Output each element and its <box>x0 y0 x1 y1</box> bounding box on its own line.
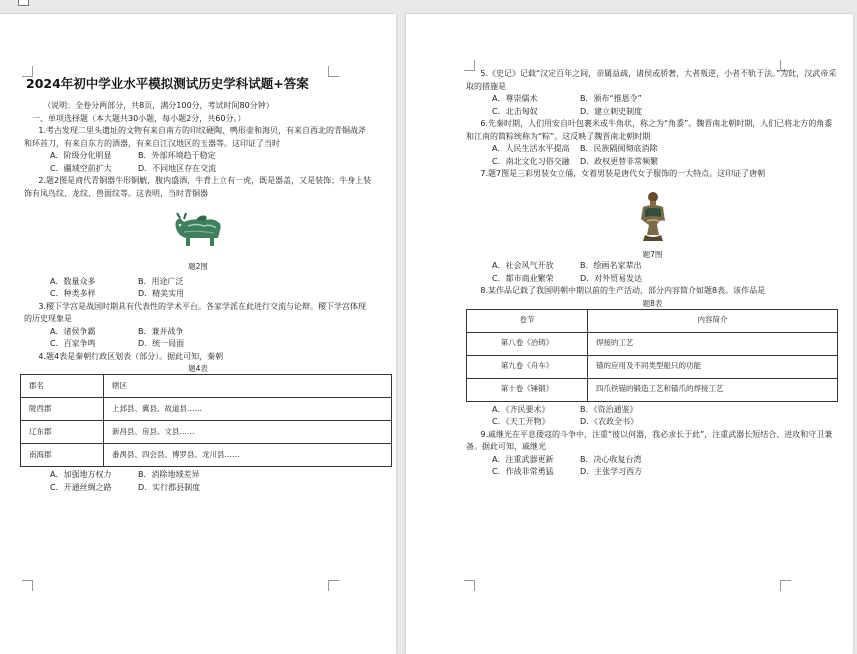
table-header-row <box>21 375 392 398</box>
option-b: B．消除地域差异 <box>138 470 200 479</box>
table-header-cell: 郡名 <box>21 375 104 398</box>
option-d: D．政权更替非常频繁 <box>580 156 659 166</box>
option-a: A．尊崇儒术 <box>492 94 538 103</box>
bronze-ox-icon <box>170 210 226 254</box>
top-checkbox[interactable] <box>18 0 29 6</box>
option-b: B．用途广泛 <box>138 276 184 286</box>
crop-mark <box>780 580 791 591</box>
option-c: C．开通丝绸之路 <box>50 482 112 492</box>
question-5-options <box>466 93 839 118</box>
table-row <box>467 378 838 401</box>
option-b: B．民族隔阂彻底消除 <box>580 144 658 153</box>
exam-instructions: （说明：全卷分两部分，共8页，满分100分，考试时间80分钟） <box>43 101 274 110</box>
option-c: C．百家争鸣 <box>50 339 96 348</box>
table-cell: 南海郡 <box>21 444 104 467</box>
table-8 <box>466 309 838 402</box>
table-row <box>21 444 392 467</box>
question-3-stem: 3.稷下学宫是战国时期具有代表性的学术平台。各家学派在此进行交流与论辩。稷下学宫体现的历史现象是 <box>24 301 367 323</box>
question-8-options <box>466 404 839 429</box>
table-cell: 四爪铁锚的锻造工艺和锚爪的焊接工艺 <box>588 378 838 401</box>
table-row <box>21 398 392 421</box>
crop-mark <box>328 580 339 591</box>
option-a: A．加强地方权力 <box>50 470 112 479</box>
option-a: A．《齐民要术》 <box>492 404 550 414</box>
option-c: C．作战非常勇猛 <box>492 467 554 476</box>
question-2-options <box>24 276 372 301</box>
question-1-stem: 1.考古发现二里头遗址的文物有来自南方的印纹硬陶、鸭形壶和海贝，有来自西北的青铜战斧和环首刀，有来自东方的酒器，有来自江汉地区的玉器等。这印证了当时 <box>24 126 367 148</box>
bronze-ox-vessel-image <box>24 210 372 259</box>
question-6-options <box>466 143 839 168</box>
option-d: D．不同地区存在交流 <box>138 163 217 173</box>
option-b: B．决心收复台湾 <box>580 454 642 464</box>
table-row <box>467 355 838 378</box>
question-6-stem: 6.先秦时期，人们用安自叶包裹米或牛角状，称之为“角黍”。魏晋南北朝时期，人们已将北方的角黍和江南的简粽统称为“粽”。这反映了魏晋南北朝时期 <box>466 119 833 141</box>
table-header-cell: 辖区 <box>104 375 392 398</box>
option-a: A．社会风气开放 <box>492 261 554 270</box>
table-4-caption: 题4表 <box>188 364 208 373</box>
option-b: B．颁布“推恩令” <box>580 94 642 103</box>
option-b: B．绘画名家辈出 <box>580 261 642 270</box>
option-a: A．诸侯争霸 <box>50 326 96 336</box>
figure-7-caption: 题7图 <box>642 250 663 259</box>
table-4 <box>20 374 392 467</box>
crop-mark <box>464 580 475 591</box>
figurine-icon <box>633 191 673 243</box>
option-d: D．实行郡县制度 <box>138 482 201 492</box>
option-d: D．精美实用 <box>138 289 185 298</box>
table-cell: 第八卷《冶铸》 <box>467 332 588 355</box>
question-7-options <box>466 260 839 285</box>
table-cell: 辽东郡 <box>21 421 104 444</box>
question-9-options <box>466 454 839 479</box>
question-2-stem: 2.题2图是商代青铜器牛形铜觥，腹内盛酒，牛背上立有一虎，既是器盖，又是装饰；牛身上装饰有凤鸟纹、龙纹、兽面纹等。这表明，当时青铜器 <box>24 176 372 198</box>
question-4-options <box>24 469 372 494</box>
document-page-1 <box>0 14 396 654</box>
table-header-cell: 内容简介 <box>588 309 838 332</box>
question-5-stem: 5.《史记》记载“汉定百年之间，亲属益疏，诸侯或骄奢，大者叛逆，小者不轨于法。”为此，汉武帝采取的措施是 <box>466 69 837 91</box>
question-3-options <box>24 326 372 351</box>
option-c: C．南北文化习俗交融 <box>492 156 570 166</box>
question-4-stem: 4.题4表是秦朝行政区划表（部分）。据此可知，秦朝 <box>38 351 224 361</box>
table-cell: 第十卷《锤锻》 <box>467 378 588 401</box>
option-c: C．疆域空前扩大 <box>50 163 112 173</box>
table-cell: 上邽县、冀县、故道县…… <box>104 398 392 421</box>
option-c: C．都市商业繁荣 <box>492 273 554 283</box>
table-header-cell: 卷节 <box>467 309 588 332</box>
question-7-stem: 7.题7图是三彩男装女立俑，女着男装是唐代女子服饰的一大特点。这印证了唐朝 <box>480 169 766 178</box>
option-d: D．对外贸易发达 <box>580 273 643 283</box>
table-header-row <box>467 309 838 332</box>
option-a: A．数量众多 <box>50 276 96 286</box>
option-d: D．《农政全书》 <box>580 417 639 426</box>
document-title: 2024年初中学业水平模拟测试历史学科试题+答案 <box>26 76 309 91</box>
crop-mark <box>22 580 33 591</box>
option-a: A．注重武器更新 <box>492 454 554 464</box>
table-row <box>467 332 838 355</box>
figure-2-caption: 题2图 <box>188 261 208 271</box>
option-c: C．北击匈奴 <box>492 106 538 116</box>
table-cell: 番禺县、四会县、博罗县、龙川县…… <box>104 444 392 467</box>
option-b: B．外部环境趋于稳定 <box>138 151 216 160</box>
table-cell: 陇西郡 <box>21 398 104 421</box>
table-cell: 第九卷《舟车》 <box>467 355 588 378</box>
table-cell: 焊接的工艺 <box>588 332 838 355</box>
document-page-2 <box>406 14 853 654</box>
table-8-caption: 题8表 <box>642 298 663 308</box>
option-b: B．《资治通鉴》 <box>580 404 638 414</box>
option-c: C．《天工开物》 <box>492 417 550 426</box>
option-a: A．人民生活水平提高 <box>492 144 570 153</box>
table-row <box>21 421 392 444</box>
question-1-options <box>24 150 372 175</box>
table-cell: 新昌县、房县、文县…… <box>104 421 392 444</box>
option-a: A．阶级分化明显 <box>50 151 112 160</box>
table-cell: 锚的应用及不同类型船只的功能 <box>588 355 838 378</box>
question-9-stem: 9.戚继光在平息倭寇的斗争中，注重“彼以何器，我必求长于此”，注重武器长短结合、进攻和守卫兼备。据此可知，戚继光 <box>466 429 833 451</box>
option-d: D．主张学习西方 <box>580 467 643 476</box>
option-d: D．建立刺史制度 <box>580 106 643 116</box>
option-b: B．兼并战争 <box>138 326 184 336</box>
option-d: D．统一局面 <box>138 339 185 348</box>
section-heading: 一、单项选择题（本大题共30小题，每小题2分，共60分。） <box>32 113 246 123</box>
tri-color-figurine-image <box>466 191 839 248</box>
question-8-stem: 8.某作品记载了我国明朝中期以前的生产活动，部分内容简介如题8表。该作品是 <box>480 286 766 295</box>
option-c: C．种类多样 <box>50 289 96 298</box>
